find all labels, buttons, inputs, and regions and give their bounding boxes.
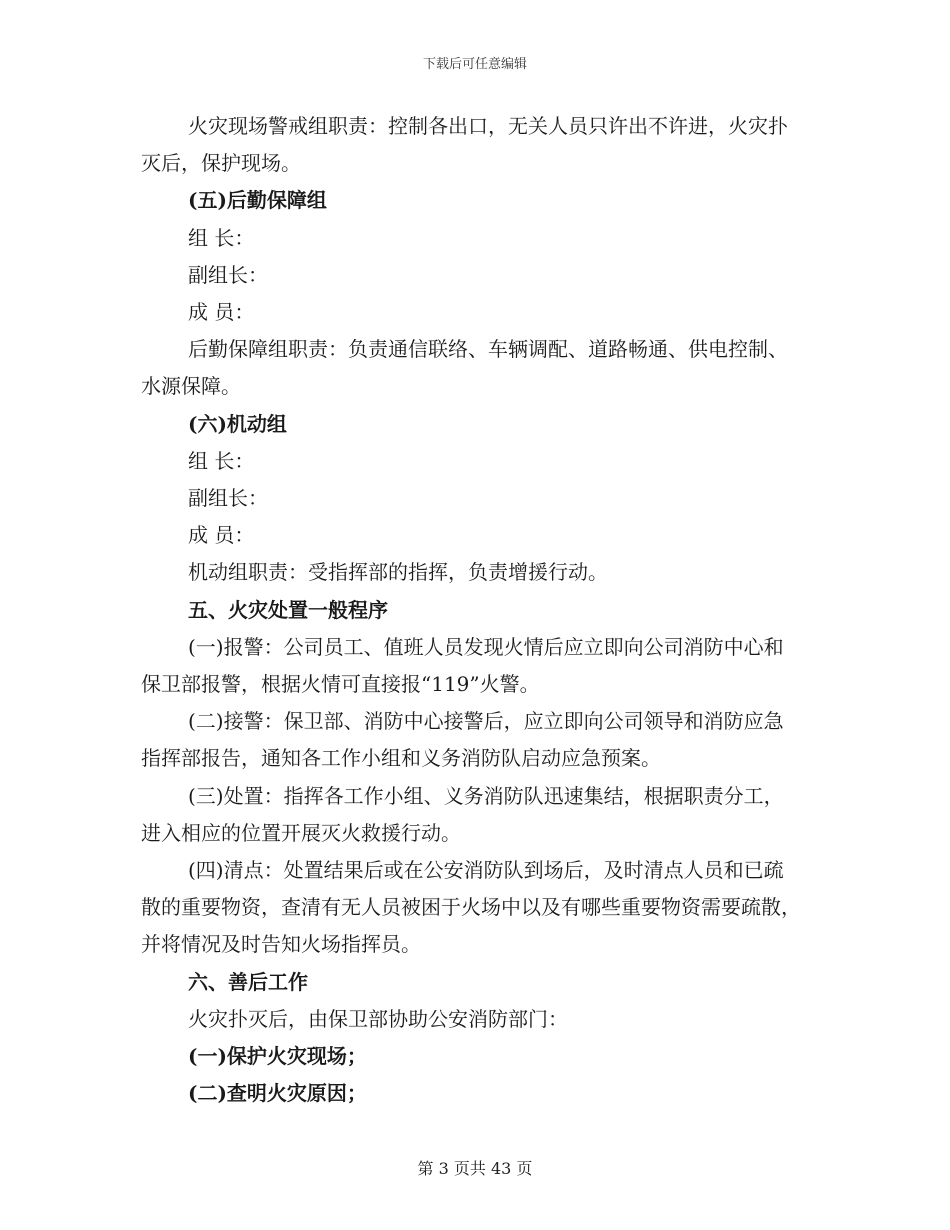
section-heading: (五)后勤保障组: [188, 188, 327, 213]
paragraph: (四)清点：处置结果后或在公安消防队到场后，及时清点人员和已疏散的重要物资，查清有无人员被困于火场中以及有哪些重要物资需要疏散，并将情况及时告知火场指挥员。: [141, 858, 801, 957]
paragraph: 机动组职责：受指挥部的指挥，负责增援行动。: [188, 560, 608, 585]
section-heading: (六)机动组: [188, 411, 287, 436]
paragraph: 成 员：: [188, 523, 255, 548]
paragraph: (二)接警：保卫部、消防中心接警后，应立即向公司领导和消防应急指挥部报告，通知各工作小组和义务消防队启动应急预案。: [141, 709, 784, 771]
document-body: [141, 108, 801, 1112]
list-item-heading: (一)保护火灾现场；: [188, 1044, 367, 1069]
paragraph: (三)处置：指挥各工作小组、义务消防队迅速集结，根据职责分工，进入相应的位置开展灭火救援行动。: [141, 783, 784, 845]
paragraph: 火灾扑灭后，由保卫部协助公安消防部门：: [188, 1006, 568, 1031]
page-header: 下载后可任意编辑: [422, 57, 527, 72]
paragraph: 组 长：: [188, 448, 255, 473]
list-item-heading: (二)查明火灾原因；: [188, 1081, 367, 1106]
section-heading: 六、善后工作: [188, 969, 308, 994]
paragraph: 副组长：: [188, 486, 268, 511]
paragraph: 成 员：: [188, 300, 255, 325]
paragraph: (一)报警：公司员工、值班人员发现火情后应立即向公司消防中心和保卫部报警，根据火情可直接报“119”火警。: [141, 634, 784, 697]
paragraph: 组 长：: [188, 225, 255, 250]
section-heading: 五、火灾处置一般程序: [188, 597, 388, 622]
paragraph: 后勤保障组职责：负责通信联络、车辆调配、道路畅通、供电控制、水源保障。: [141, 337, 788, 399]
paragraph: 副组长：: [188, 262, 268, 287]
page-footer: 第 3 页共 43 页: [417, 1159, 533, 1178]
paragraph: 火灾现场警戒组职责：控制各出口，无关人员只许出不许进，火灾扑灭后，保护现场。: [141, 114, 788, 176]
